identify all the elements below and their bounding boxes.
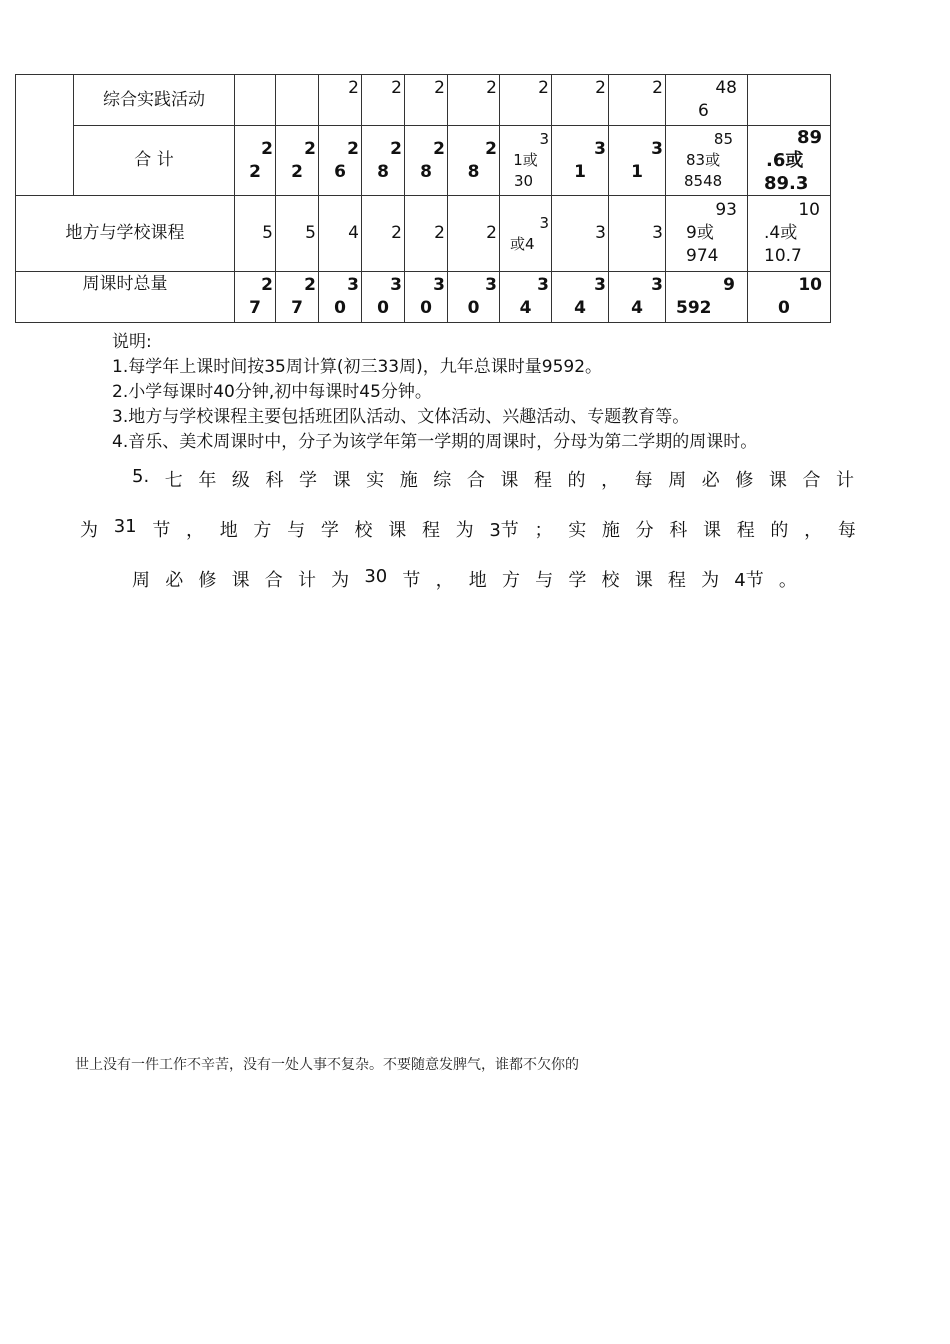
note5-token: 修	[735, 470, 754, 491]
table-cell: 3	[609, 196, 666, 272]
table-cell	[362, 126, 405, 196]
last-line: 10.7	[764, 246, 802, 266]
table-row-sum	[16, 126, 831, 196]
note5-token: 修	[198, 570, 217, 591]
note5-token: 地	[468, 570, 487, 591]
table-cell	[319, 272, 362, 323]
note5-token: 节	[152, 520, 171, 541]
notes-section	[112, 330, 757, 455]
cell-top: 2	[433, 138, 445, 159]
cell-bottom: 7	[249, 298, 261, 318]
note5-token: ，	[601, 470, 620, 491]
note5-token: 施	[399, 470, 418, 491]
table-cell	[319, 126, 362, 196]
note5-token: 与	[535, 570, 554, 591]
note5-token: 必	[701, 470, 720, 491]
row-label: 合 计	[74, 126, 235, 196]
table-cell: 2	[319, 75, 362, 126]
table-cell	[276, 75, 319, 126]
table-cell	[405, 272, 448, 323]
table-cell: 2	[552, 75, 609, 126]
note5-token: 学	[299, 470, 317, 491]
cell-bottom: 1	[574, 161, 586, 182]
note5-token: 科	[669, 520, 688, 541]
cell-top: 3	[651, 138, 663, 159]
table-row-practice	[16, 75, 831, 126]
note5-token: 程	[533, 470, 552, 491]
cell-bottom: 6	[334, 161, 346, 182]
last-cell	[748, 196, 831, 272]
note5-token: 实	[568, 520, 587, 541]
cell-bottom: 或4	[510, 234, 535, 253]
footer-quote: 世上没有一件工作不辛苦，没有一处人事不复杂。不要随意发脾气，谁都不欠你的	[75, 1057, 579, 1073]
cell-bottom: 4	[574, 298, 586, 318]
table-cell	[500, 196, 552, 272]
cell-bottom: 0	[334, 298, 346, 318]
note5-token: 课	[388, 520, 407, 541]
note5-token: 的	[770, 520, 789, 541]
table-cell	[448, 272, 500, 323]
note5-token: 必	[165, 570, 184, 591]
cell-bottom: 8	[420, 161, 432, 182]
cell-top: 3	[390, 275, 402, 295]
note5-token: 计	[297, 570, 316, 591]
last-cell	[748, 75, 831, 126]
note5-token: 七	[164, 470, 183, 491]
note5-token: 科	[265, 470, 284, 491]
row-label: 周课时总量	[16, 272, 235, 323]
cell-top: 2	[347, 138, 359, 159]
table-row-local	[16, 196, 831, 272]
table-cell: 4	[319, 196, 362, 272]
cell-top: 2	[304, 275, 316, 295]
note5-token: 综	[433, 470, 452, 491]
table-cell: 2	[405, 196, 448, 272]
table-cell	[235, 126, 276, 196]
table-cell: 2	[448, 75, 500, 126]
total-line: 48	[715, 78, 737, 98]
cell-top: 2	[261, 138, 273, 159]
note5-token: 程	[667, 570, 686, 591]
note5-token: ，	[804, 520, 823, 541]
note5-token: 课	[332, 470, 351, 491]
table-cell: 2	[405, 75, 448, 126]
cell-top: 3	[537, 275, 549, 295]
last-line: 89.3	[764, 173, 809, 194]
note5-token: 实	[366, 470, 385, 491]
note5-token: 4节	[734, 570, 764, 591]
note5-token: 为	[701, 570, 720, 591]
note5-token: 年	[198, 470, 217, 491]
note5-token: 计	[836, 470, 854, 491]
note5-token: 合	[264, 570, 283, 591]
note5-token: 分	[635, 520, 654, 541]
row-label: 地方与学校课程	[16, 196, 235, 272]
table-cell	[609, 272, 666, 323]
total-line: 9	[723, 275, 735, 295]
cell-top: 3	[651, 275, 663, 295]
cell-top: 3	[594, 275, 606, 295]
table-cell	[552, 272, 609, 323]
cell-bottom: 30	[514, 172, 534, 190]
cell-top: 3	[539, 213, 549, 232]
total-line: 85	[713, 130, 733, 148]
note-item: 2.小学每课时40分钟,初中每课时45分钟。	[112, 382, 432, 402]
cell-bottom: 7	[291, 298, 303, 318]
table-row-weekly	[16, 272, 831, 323]
table-cell: 2	[500, 75, 552, 126]
note5-token: 5.	[132, 466, 150, 487]
cell-top: 2	[485, 138, 497, 159]
table-cell	[405, 126, 448, 196]
note-item: 1.每学年上课时间按35周计算(初三33周)，九年总课时量9592。	[112, 357, 603, 377]
table-cell: 5	[276, 196, 319, 272]
last-line: 10	[798, 275, 822, 295]
table-cell	[500, 126, 552, 196]
note5-token: 校	[354, 520, 373, 541]
note5-token: ，	[186, 520, 205, 541]
table-cell: 2	[448, 196, 500, 272]
total-line: 974	[686, 246, 719, 266]
cell-top: 3	[347, 275, 359, 295]
empty-category-cell	[16, 75, 74, 196]
table-cell: 2	[362, 75, 405, 126]
cell-bottom: 2	[291, 161, 303, 182]
total-line: 592	[676, 298, 712, 318]
cell-bottom: 2	[249, 161, 261, 182]
row-label: 综合实践活动	[74, 75, 235, 126]
note-item: 4.音乐、美术周课时中，分子为该学年第一学期的周课时，分母为第二学期的周课时。	[112, 432, 758, 452]
cell-bottom: 0	[467, 298, 480, 318]
note5-line	[80, 516, 856, 542]
table-cell: 3	[552, 196, 609, 272]
table-cell: 2	[362, 196, 405, 272]
note5-token: 方	[501, 570, 520, 591]
cell-top: 3	[539, 130, 549, 148]
cell-bottom: 8	[377, 161, 389, 182]
cell-bottom: 4	[519, 298, 532, 318]
note5-token: 每	[634, 470, 653, 491]
cell-bottom: 4	[631, 298, 643, 318]
note5-token: 课	[500, 470, 519, 491]
notes-heading: 说明:	[112, 332, 152, 352]
note5-token: 课	[634, 570, 653, 591]
cell-top: 2	[390, 138, 402, 159]
table-cell	[235, 75, 276, 126]
table-cell	[276, 126, 319, 196]
table-cell: 2	[609, 75, 666, 126]
note5-token: 与	[287, 520, 306, 541]
table-cell	[609, 126, 666, 196]
last-line: .6或	[766, 150, 804, 171]
note5-token: 学	[320, 520, 339, 541]
table-cell	[500, 272, 552, 323]
total-line: 9或	[686, 223, 714, 243]
total-cell	[666, 272, 748, 323]
total-line: 6	[698, 101, 709, 121]
note5-token: 周	[668, 470, 687, 491]
cell-bottom: 1	[631, 161, 643, 182]
note5-line	[132, 566, 797, 592]
table-cell: 5	[235, 196, 276, 272]
cell-top: 2	[304, 138, 316, 159]
total-line: 8548	[684, 172, 723, 190]
note5-token: 地	[219, 520, 238, 541]
note5-token: 为	[80, 520, 98, 541]
note5-token: 学	[568, 570, 587, 591]
cell-top: 3	[485, 275, 497, 295]
note5-token: 程	[421, 520, 440, 541]
note5-token: 合	[802, 470, 821, 491]
note5-token: 的	[567, 470, 586, 491]
last-cell	[748, 126, 831, 196]
table-cell	[276, 272, 319, 323]
total-cell	[666, 126, 748, 196]
note5-token: 3节	[489, 520, 519, 541]
note5-token: 课	[703, 520, 722, 541]
cell-bottom: 0	[420, 298, 432, 318]
note5-token: ；	[534, 520, 553, 541]
cell-top: 3	[433, 275, 445, 295]
total-line: 83或	[686, 151, 721, 169]
cell-top: 3	[594, 138, 606, 159]
cell-bottom: 8	[467, 161, 480, 182]
total-line: 93	[715, 200, 737, 220]
note5-token: ，	[435, 570, 454, 591]
note5-token: 课	[231, 570, 250, 591]
table-cell	[235, 272, 276, 323]
note5-token: 合	[466, 470, 485, 491]
last-line: 10	[798, 200, 820, 220]
note5-token: 级	[231, 470, 250, 491]
last-cell	[748, 272, 831, 323]
note5-token: 周	[132, 570, 150, 591]
note-item: 3.地方与学校课程主要包括班团队活动、文体活动、兴趣活动、专题教育等。	[112, 407, 690, 427]
cell-middle: 1或	[513, 151, 538, 169]
note5-token: 节	[402, 570, 421, 591]
cell-top: 2	[261, 275, 273, 295]
note5-token: 课	[768, 470, 787, 491]
total-cell	[666, 75, 748, 126]
total-cell	[666, 196, 748, 272]
note5-token: 31	[113, 516, 137, 537]
curriculum-table	[15, 74, 831, 323]
note5-token: 30	[364, 566, 388, 587]
table-cell	[448, 126, 500, 196]
note5-line	[132, 466, 854, 492]
note5-token: 程	[736, 520, 755, 541]
note5-token: 为	[455, 520, 474, 541]
table-cell	[552, 126, 609, 196]
note5-token: 。	[778, 570, 797, 591]
last-line: 89	[796, 127, 822, 148]
note5-token: 施	[601, 520, 620, 541]
table-cell	[362, 272, 405, 323]
last-line: 0	[778, 298, 790, 318]
note5-token: 方	[253, 520, 272, 541]
last-line: .4或	[764, 223, 798, 243]
note5-token: 校	[601, 570, 620, 591]
note5-token: 每	[837, 520, 856, 541]
note5-token: 为	[331, 570, 350, 591]
cell-bottom: 0	[377, 298, 389, 318]
